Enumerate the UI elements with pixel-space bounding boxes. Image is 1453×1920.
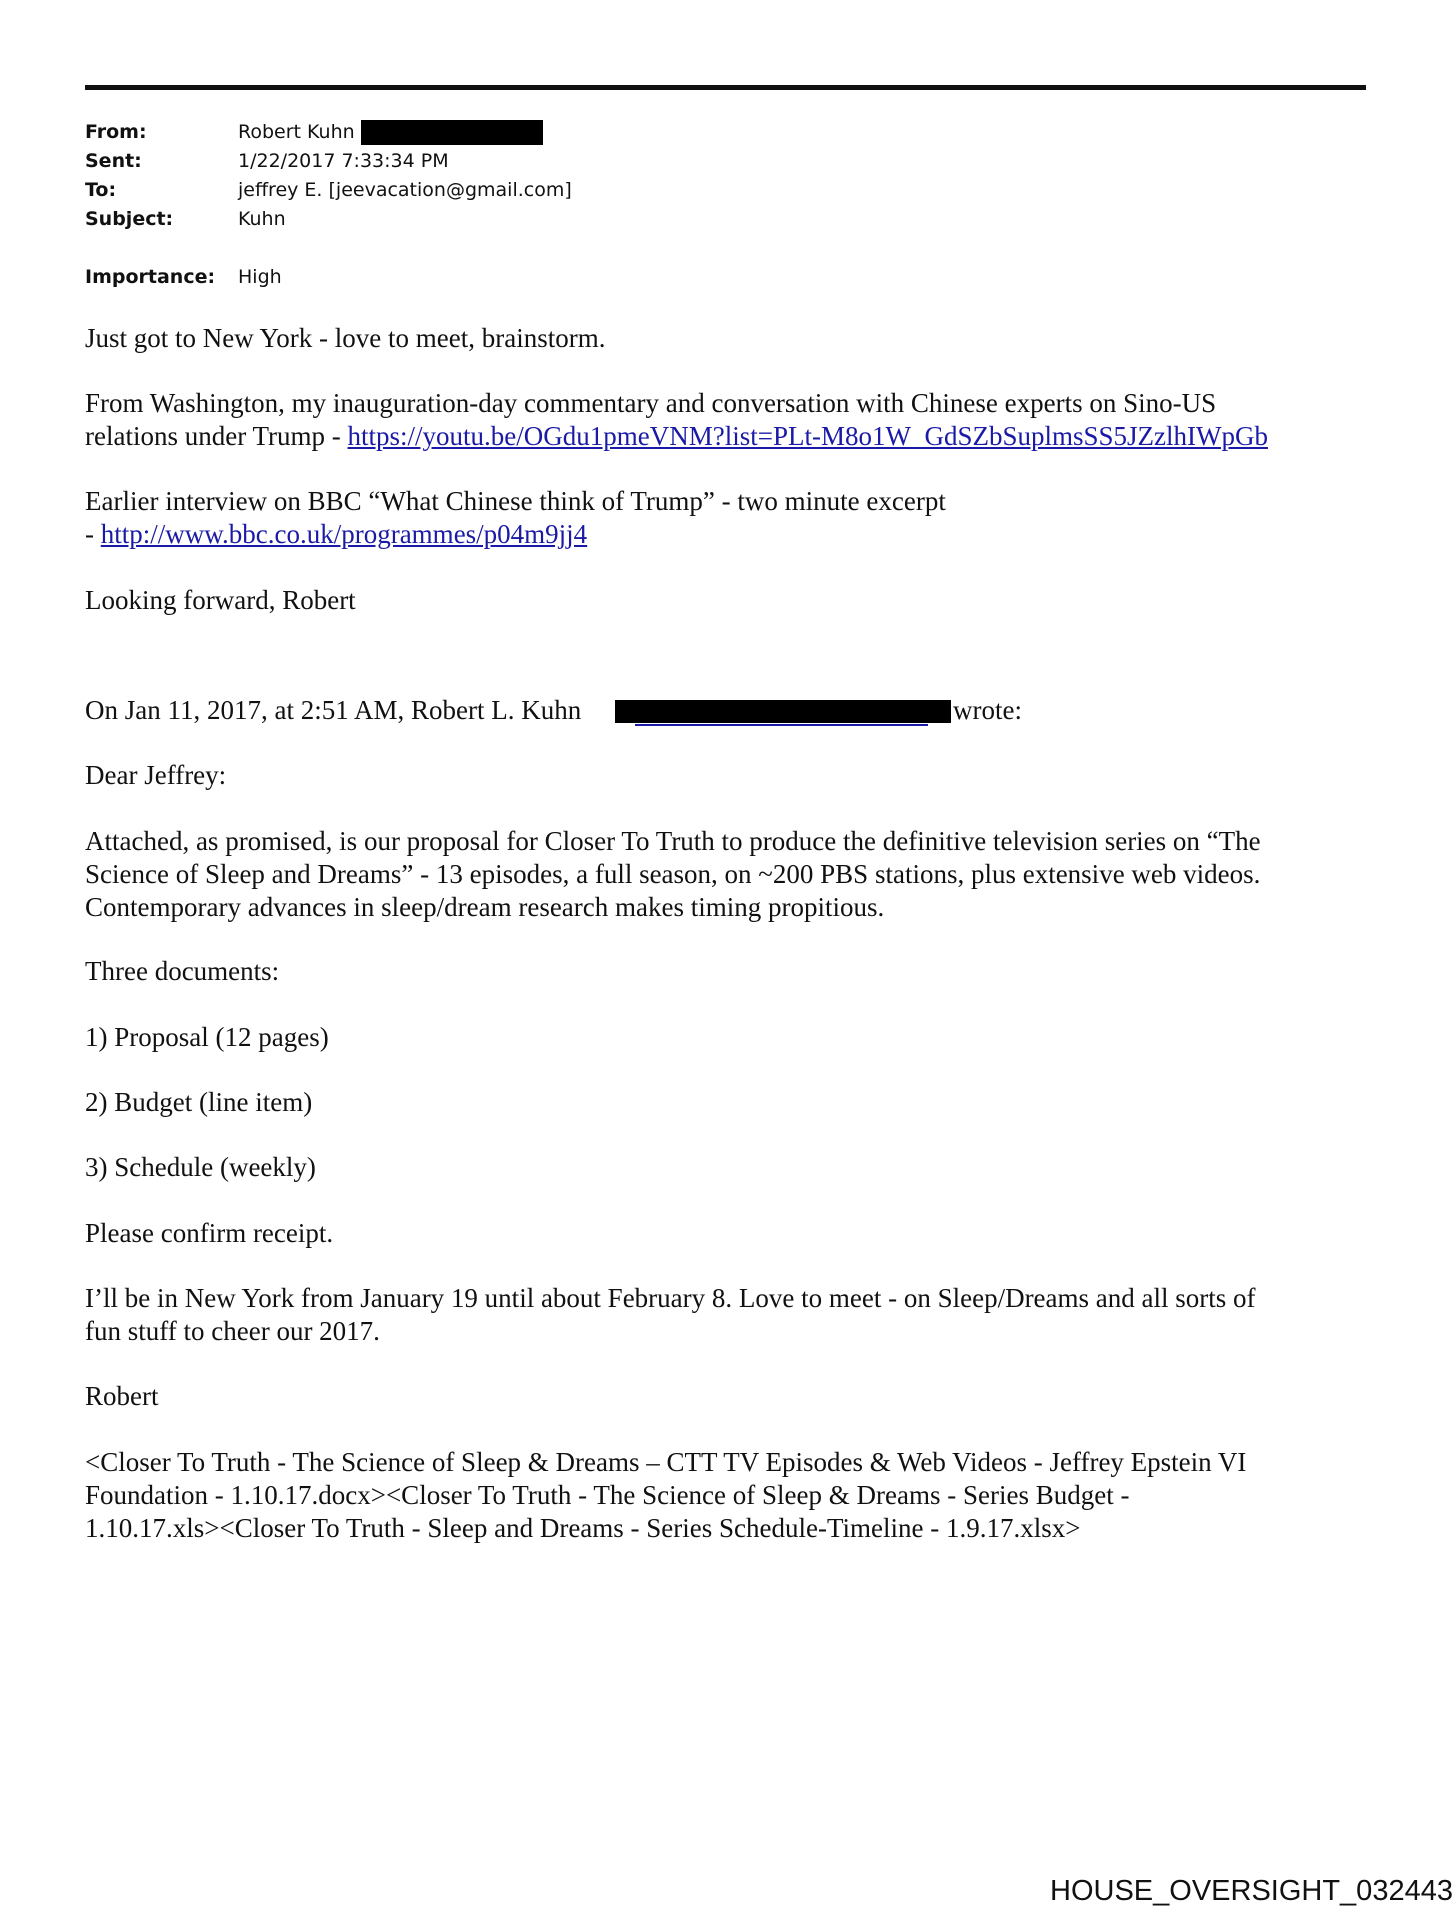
confirm-receipt: Please confirm receipt.: [85, 1218, 334, 1248]
text: relations under Trump -: [85, 421, 348, 451]
quote-paragraph-3-line-2: fun stuff to cheer our 2017.: [85, 1316, 380, 1346]
to-label: To:: [85, 179, 117, 201]
quote-header-suffix: wrote:: [953, 695, 1022, 725]
subject-label: Subject:: [85, 208, 174, 230]
body-paragraph-3-line-2: [85, 518, 587, 551]
header-rule: [85, 85, 1366, 90]
body-paragraph-1: Just got to New York - love to meet, brainstorm.: [85, 323, 606, 353]
redacted-email-link[interactable]: [635, 724, 928, 726]
bates-number: HOUSE_OVERSIGHT_032443: [1050, 1875, 1453, 1907]
sent-label: Sent:: [85, 150, 142, 172]
document-item-1: 1) Proposal (12 pages): [85, 1022, 329, 1052]
to-value: jeffrey E. [jeevacation@gmail.com]: [238, 179, 572, 201]
quote-header: [85, 694, 581, 727]
signoff: Looking forward, Robert: [85, 585, 356, 615]
documents-intro: Three documents:: [85, 956, 280, 986]
importance-value: High: [238, 266, 282, 288]
quote-paragraph-1-line-2: Science of Sleep and Dreams” - 13 episodes, a full season, on ~200 PBS stations, plus extensive web videos.: [85, 859, 1261, 889]
youtube-link[interactable]: https://youtu.be/OGdu1pmeVNM?list=PLt-M8o1W_GdSZbSuplmsSS5JZzlhIWpGb: [347, 421, 1268, 451]
quote-paragraph-1-line-3: Contemporary advances in sleep/dream research makes timing propitious.: [85, 892, 885, 922]
body-paragraph-2-line-2: [85, 420, 1268, 453]
text: -: [85, 519, 101, 549]
attachments-line-3: 1.10.17.xls><Closer To Truth - Sleep and Dreams - Series Schedule-Timeline - 1.9.17.xlsx>: [85, 1513, 1081, 1543]
bbc-link[interactable]: http://www.bbc.co.uk/programmes/p04m9jj4: [100, 519, 588, 549]
greeting: Dear Jeffrey:: [85, 760, 227, 790]
document-item-3: 3) Schedule (weekly): [85, 1152, 316, 1182]
attachments-line-2: Foundation - 1.10.17.docx><Closer To Truth - The Science of Sleep & Dreams - Series Budget -: [85, 1480, 1130, 1510]
quote-paragraph-1-line-1: Attached, as promised, is our proposal for Closer To Truth to produce the definitive television series on “The: [85, 826, 1261, 856]
from-value: [238, 120, 543, 145]
subject-value: Kuhn: [238, 208, 286, 230]
document-item-2: 2) Budget (line item): [85, 1087, 313, 1117]
redaction-block: [361, 120, 543, 145]
attachments-line-1: <Closer To Truth - The Science of Sleep & Dreams – CTT TV Episodes & Web Videos - Jeffrey Epstein VI: [85, 1447, 1247, 1477]
body-paragraph-3-line-1: Earlier interview on BBC “What Chinese think of Trump” - two minute excerpt: [85, 486, 946, 516]
from-label: From:: [85, 121, 147, 143]
quote-signature: Robert: [85, 1381, 159, 1411]
quote-paragraph-3-line-1: I’ll be in New York from January 19 until about February 8. Love to meet - on Sleep/Dreams and all sorts of: [85, 1283, 1256, 1313]
redaction-block: [615, 700, 951, 723]
sent-value: 1/22/2017 7:33:34 PM: [238, 150, 449, 172]
from-name: Robert Kuhn: [238, 121, 355, 143]
body-paragraph-2-line-1: From Washington, my inauguration-day commentary and conversation with Chinese experts on Sino-US: [85, 388, 1217, 418]
quote-header-text: On Jan 11, 2017, at 2:51 AM, Robert L. Kuhn: [85, 695, 582, 725]
importance-label: Importance:: [85, 266, 216, 288]
